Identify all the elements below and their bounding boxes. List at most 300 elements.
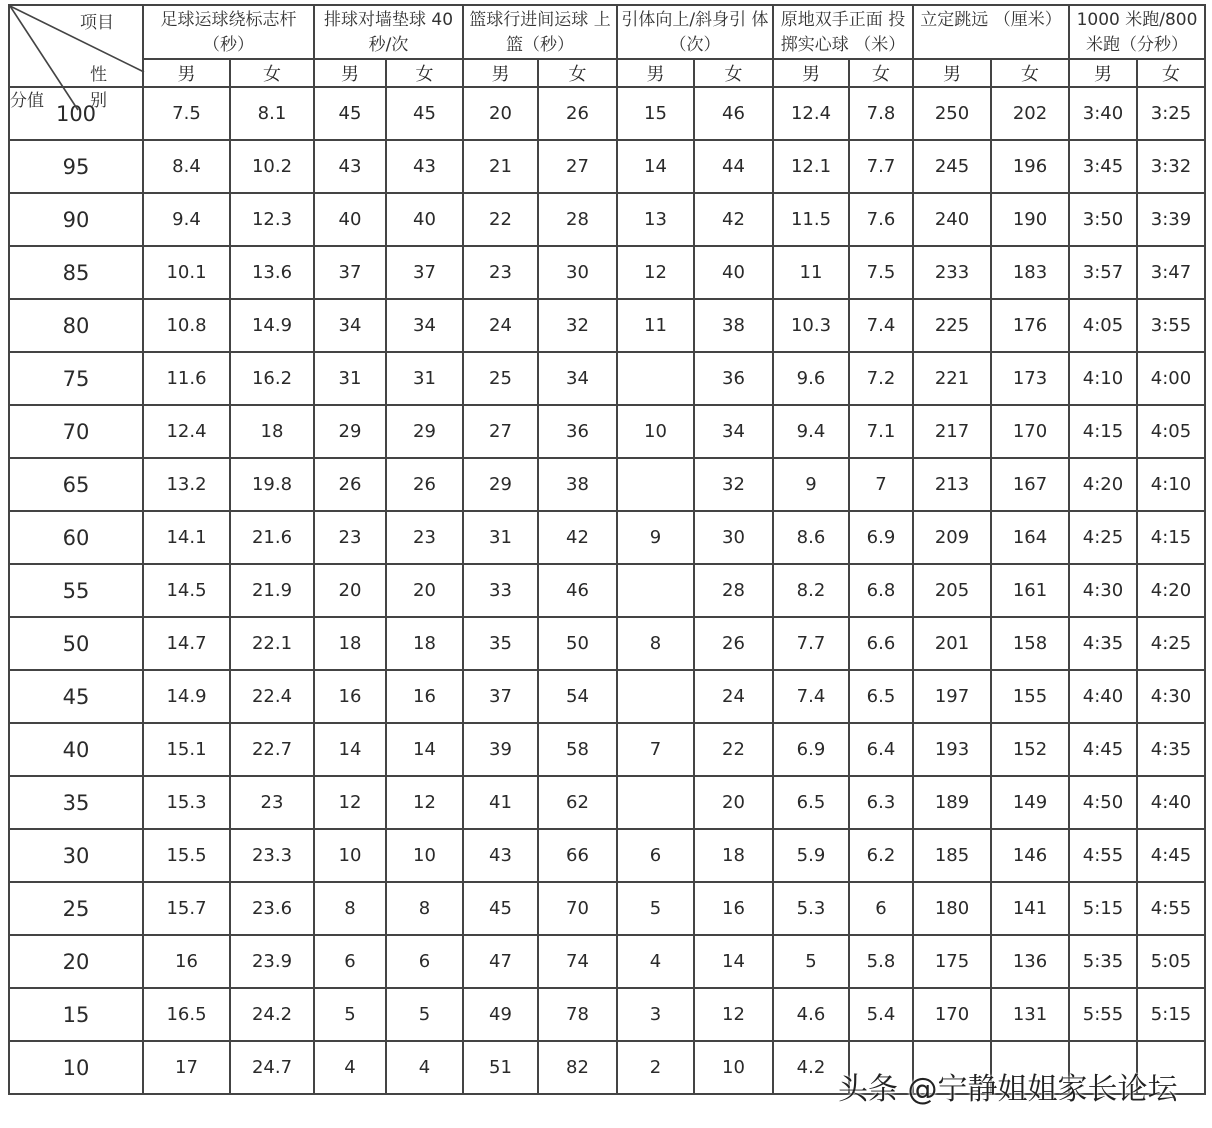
table-cell: 45 (314, 87, 386, 140)
sex-row (9, 59, 1205, 87)
table-cell: 4 (617, 935, 694, 988)
table-cell: 22 (463, 193, 538, 246)
table-cell: 7.2 (849, 352, 913, 405)
table-cell: 136 (991, 935, 1069, 988)
table-cell: 205 (913, 564, 991, 617)
table-cell: 36 (694, 352, 773, 405)
table-cell: 202 (991, 87, 1069, 140)
table-cell: 45 (463, 882, 538, 935)
table-cell: 22 (694, 723, 773, 776)
score-cell: 55 (9, 564, 143, 617)
table-cell: 18 (230, 405, 314, 458)
table-cell: 4:05 (1069, 299, 1137, 352)
table-cell: 20 (314, 564, 386, 617)
table-cell: 4.6 (773, 988, 849, 1041)
score-cell: 90 (9, 193, 143, 246)
corner-score-label: 分值 (10, 91, 44, 111)
table-cell: 38 (538, 458, 617, 511)
table-cell: 14 (314, 723, 386, 776)
table-cell: 5.9 (773, 829, 849, 882)
table-cell: 15.5 (143, 829, 230, 882)
table-cell: 10.3 (773, 299, 849, 352)
table-cell: 13.2 (143, 458, 230, 511)
table-cell: 4 (386, 1041, 463, 1094)
table-cell: 34 (694, 405, 773, 458)
table-cell: 15 (617, 87, 694, 140)
table-cell: 14 (694, 935, 773, 988)
table-cell: 39 (463, 723, 538, 776)
table-cell: 11.5 (773, 193, 849, 246)
table-cell: 3 (617, 988, 694, 1041)
table-cell: 9.4 (773, 405, 849, 458)
table-cell: 5 (386, 988, 463, 1041)
table-cell: 4 (314, 1041, 386, 1094)
table-cell: 22.4 (230, 670, 314, 723)
table-cell: 5.4 (849, 988, 913, 1041)
table-cell: 190 (991, 193, 1069, 246)
table-cell: 24 (463, 299, 538, 352)
table-cell: 7 (849, 458, 913, 511)
table-cell: 16 (314, 670, 386, 723)
table-cell: 21 (463, 140, 538, 193)
table-cell: 167 (991, 458, 1069, 511)
table-cell: 164 (991, 511, 1069, 564)
table-cell: 3:32 (1137, 140, 1205, 193)
table-cell: 26 (386, 458, 463, 511)
table-cell: 28 (694, 564, 773, 617)
table-row (9, 935, 1205, 988)
table-cell: 5:05 (1137, 935, 1205, 988)
table-cell: 4:05 (1137, 405, 1205, 458)
table-cell: 26 (694, 617, 773, 670)
table-cell: 43 (314, 140, 386, 193)
table-row (9, 140, 1205, 193)
table-cell: 37 (386, 246, 463, 299)
table-cell: 3:47 (1137, 246, 1205, 299)
table-cell: 6.5 (849, 670, 913, 723)
table-cell: 6.8 (849, 564, 913, 617)
table-cell: 6 (314, 935, 386, 988)
table-cell: 176 (991, 299, 1069, 352)
table-cell: 16 (386, 670, 463, 723)
table-row (9, 511, 1205, 564)
table-cell: 34 (386, 299, 463, 352)
table-cell: 62 (538, 776, 617, 829)
table-row (9, 405, 1205, 458)
table-cell: 149 (991, 776, 1069, 829)
table-cell: 4:20 (1137, 564, 1205, 617)
table-cell: 131 (991, 988, 1069, 1041)
table-cell: 14.5 (143, 564, 230, 617)
sex-label-male: 男 (463, 59, 538, 87)
corner-cell (9, 5, 143, 111)
table-cell: 8.4 (143, 140, 230, 193)
table-cell: 51 (463, 1041, 538, 1094)
table-cell: 22.1 (230, 617, 314, 670)
table-row (9, 670, 1205, 723)
table-cell: 7.7 (849, 140, 913, 193)
table-cell: 6.3 (849, 776, 913, 829)
table-cell: 46 (694, 87, 773, 140)
table-cell: 12.1 (773, 140, 849, 193)
sex-label-male: 男 (617, 59, 694, 87)
table-row (9, 87, 1205, 140)
score-cell: 50 (9, 617, 143, 670)
table-cell: 4:25 (1137, 617, 1205, 670)
score-table-wrapper (8, 4, 1206, 1095)
score-cell: 15 (9, 988, 143, 1041)
table-cell: 16 (143, 935, 230, 988)
table-cell: 4:25 (1069, 511, 1137, 564)
table-cell: 141 (991, 882, 1069, 935)
table-cell: 45 (386, 87, 463, 140)
table-cell: 4:00 (1137, 352, 1205, 405)
table-cell: 9 (773, 458, 849, 511)
table-cell: 7.1 (849, 405, 913, 458)
table-cell: 4:15 (1069, 405, 1137, 458)
table-cell: 30 (538, 246, 617, 299)
table-cell: 9.4 (143, 193, 230, 246)
score-cell: 35 (9, 776, 143, 829)
corner-item-label: 项目 (80, 13, 114, 33)
table-cell: 16 (694, 882, 773, 935)
table-cell: 5 (314, 988, 386, 1041)
table-cell: 10.1 (143, 246, 230, 299)
table-cell: 2 (617, 1041, 694, 1094)
sex-label-female: 女 (849, 59, 913, 87)
table-cell: 3:39 (1137, 193, 1205, 246)
table-cell: 23.3 (230, 829, 314, 882)
table-cell: 32 (538, 299, 617, 352)
watermark: 头条 @宁静姐姐家长论坛 (838, 1072, 1178, 1107)
table-cell: 37 (463, 670, 538, 723)
table-cell: 4:40 (1069, 670, 1137, 723)
score-cell: 75 (9, 352, 143, 405)
table-cell: 5:55 (1069, 988, 1137, 1041)
event-header-pullup: 引体向上/斜身引 体（次） (617, 5, 773, 59)
table-cell: 40 (694, 246, 773, 299)
table-cell: 8 (314, 882, 386, 935)
table-cell: 17 (143, 1041, 230, 1094)
table-cell: 23 (314, 511, 386, 564)
table-cell: 29 (314, 405, 386, 458)
table-cell: 170 (913, 988, 991, 1041)
score-cell: 80 (9, 299, 143, 352)
score-cell: 40 (9, 723, 143, 776)
table-cell: 6.2 (849, 829, 913, 882)
table-cell: 37 (314, 246, 386, 299)
corner-gender-bottom: 别 (90, 91, 107, 111)
table-cell: 14.1 (143, 511, 230, 564)
score-cell: 60 (9, 511, 143, 564)
sex-label-female: 女 (991, 59, 1069, 87)
table-cell: 170 (991, 405, 1069, 458)
table-cell: 74 (538, 935, 617, 988)
table-cell (617, 670, 694, 723)
table-cell: 7.5 (849, 246, 913, 299)
table-cell (617, 458, 694, 511)
table-cell: 3:45 (1069, 140, 1137, 193)
table-cell: 7.4 (849, 299, 913, 352)
event-header-longjump: 立定跳远 （厘米） (913, 5, 1069, 59)
table-cell: 11 (773, 246, 849, 299)
table-cell: 12 (386, 776, 463, 829)
table-cell: 15.7 (143, 882, 230, 935)
table-cell: 8 (386, 882, 463, 935)
table-cell: 16.2 (230, 352, 314, 405)
score-table (8, 4, 1206, 1095)
table-cell: 146 (991, 829, 1069, 882)
table-cell: 245 (913, 140, 991, 193)
table-cell: 21.9 (230, 564, 314, 617)
table-cell: 23 (386, 511, 463, 564)
table-cell: 9 (617, 511, 694, 564)
table-cell: 14 (386, 723, 463, 776)
table-row (9, 458, 1205, 511)
table-cell: 6 (386, 935, 463, 988)
table-cell: 24 (694, 670, 773, 723)
table-cell: 15.3 (143, 776, 230, 829)
table-cell: 4:45 (1069, 723, 1137, 776)
table-cell: 221 (913, 352, 991, 405)
table-cell: 10 (386, 829, 463, 882)
table-cell: 225 (913, 299, 991, 352)
table-cell: 5 (773, 935, 849, 988)
table-cell: 18 (694, 829, 773, 882)
score-cell: 30 (9, 829, 143, 882)
table-cell: 24.2 (230, 988, 314, 1041)
table-cell: 33 (463, 564, 538, 617)
table-cell: 213 (913, 458, 991, 511)
table-cell: 6.6 (849, 617, 913, 670)
table-cell: 47 (463, 935, 538, 988)
table-cell: 23 (230, 776, 314, 829)
table-cell: 6.5 (773, 776, 849, 829)
table-cell: 40 (314, 193, 386, 246)
table-cell: 14.7 (143, 617, 230, 670)
table-cell: 19.8 (230, 458, 314, 511)
table-cell: 4:15 (1137, 511, 1205, 564)
table-row (9, 352, 1205, 405)
table-cell: 28 (538, 193, 617, 246)
event-header-basketball: 篮球行进间运球 上篮（秒） (463, 5, 617, 59)
sex-label-male: 男 (1069, 59, 1137, 87)
table-cell: 4:20 (1069, 458, 1137, 511)
table-cell: 30 (694, 511, 773, 564)
table-cell: 70 (538, 882, 617, 935)
table-cell: 6 (849, 882, 913, 935)
table-cell: 29 (386, 405, 463, 458)
table-cell: 10.8 (143, 299, 230, 352)
table-cell (617, 564, 694, 617)
table-cell: 46 (538, 564, 617, 617)
table-cell: 18 (314, 617, 386, 670)
table-cell: 8.6 (773, 511, 849, 564)
event-header-volleyball: 排球对墙垫球 40 秒/次 (314, 5, 463, 59)
table-cell: 34 (538, 352, 617, 405)
table-cell: 4:35 (1069, 617, 1137, 670)
table-cell: 10 (617, 405, 694, 458)
table-cell: 10 (314, 829, 386, 882)
table-cell: 9.6 (773, 352, 849, 405)
table-cell: 10.2 (230, 140, 314, 193)
table-cell: 44 (694, 140, 773, 193)
sex-label-male: 男 (773, 59, 849, 87)
table-cell: 12 (617, 246, 694, 299)
table-cell: 7 (617, 723, 694, 776)
table-cell: 31 (463, 511, 538, 564)
table-cell: 4:10 (1137, 458, 1205, 511)
table-cell: 3:55 (1137, 299, 1205, 352)
table-row (9, 564, 1205, 617)
table-cell: 34 (314, 299, 386, 352)
score-cell: 25 (9, 882, 143, 935)
table-cell: 5:15 (1069, 882, 1137, 935)
table-cell: 8.1 (230, 87, 314, 140)
table-row (9, 988, 1205, 1041)
table-cell: 217 (913, 405, 991, 458)
table-cell: 24.7 (230, 1041, 314, 1094)
table-cell: 4:35 (1137, 723, 1205, 776)
table-cell: 175 (913, 935, 991, 988)
table-cell: 6.9 (773, 723, 849, 776)
table-cell: 3:57 (1069, 246, 1137, 299)
table-cell: 4:55 (1137, 882, 1205, 935)
score-cell: 45 (9, 670, 143, 723)
score-cell: 95 (9, 140, 143, 193)
event-header-running: 1000 米跑/800 米跑（分秒） (1069, 5, 1205, 59)
table-cell: 10 (694, 1041, 773, 1094)
table-cell: 41 (463, 776, 538, 829)
table-cell: 6.4 (849, 723, 913, 776)
table-cell: 50 (538, 617, 617, 670)
table-row (9, 299, 1205, 352)
table-cell: 43 (386, 140, 463, 193)
table-cell: 183 (991, 246, 1069, 299)
table-cell: 12.4 (143, 405, 230, 458)
table-cell: 20 (694, 776, 773, 829)
table-cell: 11 (617, 299, 694, 352)
sex-label-female: 女 (230, 59, 314, 87)
score-cell: 100 (9, 87, 143, 140)
sex-label-male: 男 (913, 59, 991, 87)
table-cell: 14.9 (143, 670, 230, 723)
table-cell: 27 (463, 405, 538, 458)
sex-label-female: 女 (694, 59, 773, 87)
table-cell: 26 (314, 458, 386, 511)
table-cell: 8 (617, 617, 694, 670)
table-cell: 3:25 (1137, 87, 1205, 140)
table-cell: 42 (538, 511, 617, 564)
table-cell: 5.8 (849, 935, 913, 988)
table-cell: 13.6 (230, 246, 314, 299)
table-cell: 25 (463, 352, 538, 405)
corner-gender-top: 性 (90, 65, 107, 85)
table-cell: 209 (913, 511, 991, 564)
sex-label-male: 男 (314, 59, 386, 87)
table-cell: 26 (538, 87, 617, 140)
table-cell: 158 (991, 617, 1069, 670)
table-cell: 40 (386, 193, 463, 246)
table-cell: 161 (991, 564, 1069, 617)
table-cell: 31 (314, 352, 386, 405)
table-cell: 3:40 (1069, 87, 1137, 140)
event-header-football: 足球运球绕标志杆 （秒） (143, 5, 314, 59)
table-cell: 4:55 (1069, 829, 1137, 882)
header-row (9, 5, 1205, 59)
table-cell: 43 (463, 829, 538, 882)
score-cell: 85 (9, 246, 143, 299)
sex-label-female: 女 (386, 59, 463, 87)
table-cell: 3:50 (1069, 193, 1137, 246)
table-cell: 27 (538, 140, 617, 193)
table-cell: 7.8 (849, 87, 913, 140)
table-cell: 5:35 (1069, 935, 1137, 988)
table-cell: 7.5 (143, 87, 230, 140)
score-cell: 10 (9, 1041, 143, 1094)
table-cell: 16.5 (143, 988, 230, 1041)
table-cell: 23.9 (230, 935, 314, 988)
score-cell: 20 (9, 935, 143, 988)
table-cell: 58 (538, 723, 617, 776)
table-row (9, 776, 1205, 829)
table-cell: 5:15 (1137, 988, 1205, 1041)
table-cell: 7.4 (773, 670, 849, 723)
table-cell: 23.6 (230, 882, 314, 935)
table-cell: 22.7 (230, 723, 314, 776)
table-cell: 12 (694, 988, 773, 1041)
table-row (9, 723, 1205, 776)
table-cell (617, 776, 694, 829)
table-cell: 23 (463, 246, 538, 299)
table-cell: 6.9 (849, 511, 913, 564)
table-cell: 54 (538, 670, 617, 723)
table-cell: 4:30 (1137, 670, 1205, 723)
table-cell: 8.2 (773, 564, 849, 617)
table-cell: 4.2 (773, 1041, 849, 1094)
table-row (9, 882, 1205, 935)
event-header-shotput: 原地双手正面 投掷实心球 （米） (773, 5, 913, 59)
table-cell: 20 (386, 564, 463, 617)
table-cell: 6 (617, 829, 694, 882)
table-cell: 12.3 (230, 193, 314, 246)
table-cell: 5.3 (773, 882, 849, 935)
table-cell: 152 (991, 723, 1069, 776)
table-cell: 14 (617, 140, 694, 193)
table-cell: 197 (913, 670, 991, 723)
table-cell: 7.7 (773, 617, 849, 670)
table-cell: 38 (694, 299, 773, 352)
table-cell: 42 (694, 193, 773, 246)
table-cell: 173 (991, 352, 1069, 405)
table-cell: 82 (538, 1041, 617, 1094)
table-cell: 4:10 (1069, 352, 1137, 405)
table-cell: 4:45 (1137, 829, 1205, 882)
table-cell: 35 (463, 617, 538, 670)
sex-label-male: 男 (143, 59, 230, 87)
sex-label-female: 女 (1137, 59, 1205, 87)
table-cell: 12.4 (773, 87, 849, 140)
score-cell: 65 (9, 458, 143, 511)
table-cell: 5 (617, 882, 694, 935)
table-cell: 196 (991, 140, 1069, 193)
table-cell: 240 (913, 193, 991, 246)
table-row (9, 246, 1205, 299)
table-cell: 49 (463, 988, 538, 1041)
table-cell: 233 (913, 246, 991, 299)
table-cell: 189 (913, 776, 991, 829)
table-cell: 155 (991, 670, 1069, 723)
